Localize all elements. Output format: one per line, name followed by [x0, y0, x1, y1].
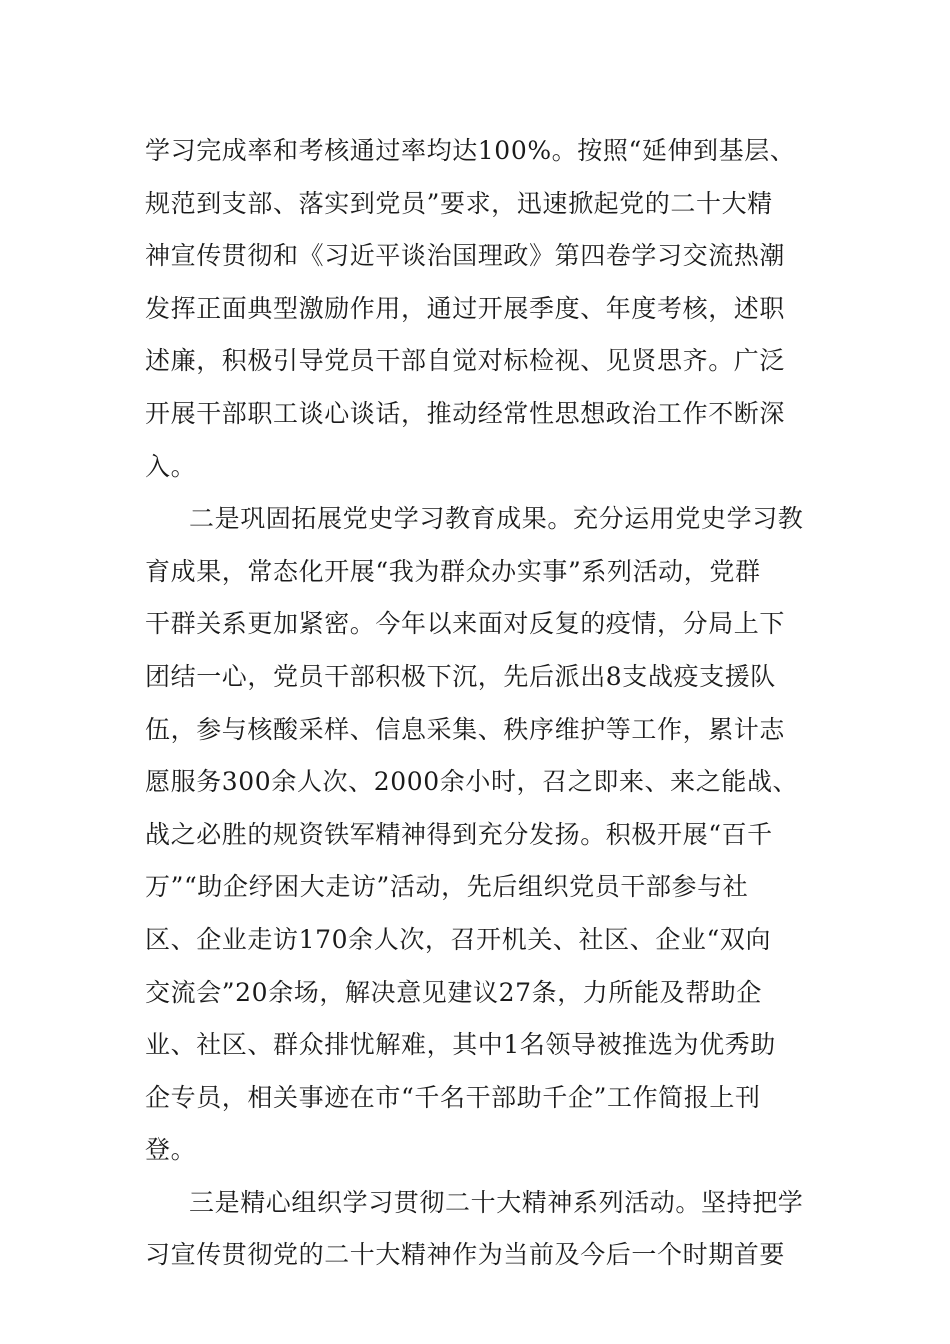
text-line: 登。 [145, 1135, 197, 1165]
text-line: 开展干部职工谈心谈话，推动经常性思想政治工作不断深 [145, 398, 786, 428]
text-line: 万”“助企纾困大走访”活动，先后组织党员干部参与社 [145, 872, 749, 902]
paragraph-start-line: 三是精心组织学习贯彻二十大精神系列活动。坚持把学 [189, 1187, 804, 1217]
text-line: 企专员，相关事迹在市“千名干部助千企”工作简报上刊 [145, 1082, 761, 1112]
text-line: 发挥正面典型激励作用，通过开展季度、年度考核，述职 [145, 293, 786, 323]
text-line: 神宣传贯彻和《习近平谈治国理政》第四卷学习交流热潮 [145, 241, 786, 271]
text-line: 规范到支部、落实到党员”要求，迅速掀起党的二十大精 [145, 188, 773, 218]
document-body [145, 125, 835, 1282]
text-line: 团结一心，党员干部积极下沉，先后派出8支战疫支援队 [145, 661, 776, 691]
text-line: 业、社区、群众排忧解难，其中1名领导被推选为优秀助 [145, 1030, 776, 1060]
paragraph-start-line: 二是巩固拓展党史学习教育成果。充分运用党史学习教 [189, 504, 804, 534]
text-line: 学习完成率和考核通过率均达100%。按照“延伸到基层、 [145, 136, 796, 165]
text-line: 交流会”20余场，解决意见建议27条，力所能及帮助企 [145, 977, 763, 1007]
text-line: 育成果，常态化开展“我为群众办实事”系列活动，党群 [145, 556, 761, 586]
text-line: 区、企业走访170余人次，召开机关、社区、企业“双向 [145, 924, 772, 954]
text-line: 干群关系更加紧密。今年以来面对反复的疫情，分局上下 [145, 609, 786, 639]
text-line: 习宣传贯彻党的二十大精神作为当前及今后一个时期首要 [145, 1240, 786, 1270]
text-line: 入。 [145, 451, 197, 481]
text-line: 述廉，积极引导党员干部自觉对标检视、见贤思齐。广泛 [145, 346, 786, 376]
text-line: 战之必胜的规资铁军精神得到充分发扬。积极开展“百千 [145, 819, 773, 849]
text-line: 愿服务300余人次、2000余小时，召之即来、来之能战、 [145, 767, 799, 797]
text-line: 伍，参与核酸采样、信息采集、秩序维护等工作，累计志 [145, 714, 786, 744]
